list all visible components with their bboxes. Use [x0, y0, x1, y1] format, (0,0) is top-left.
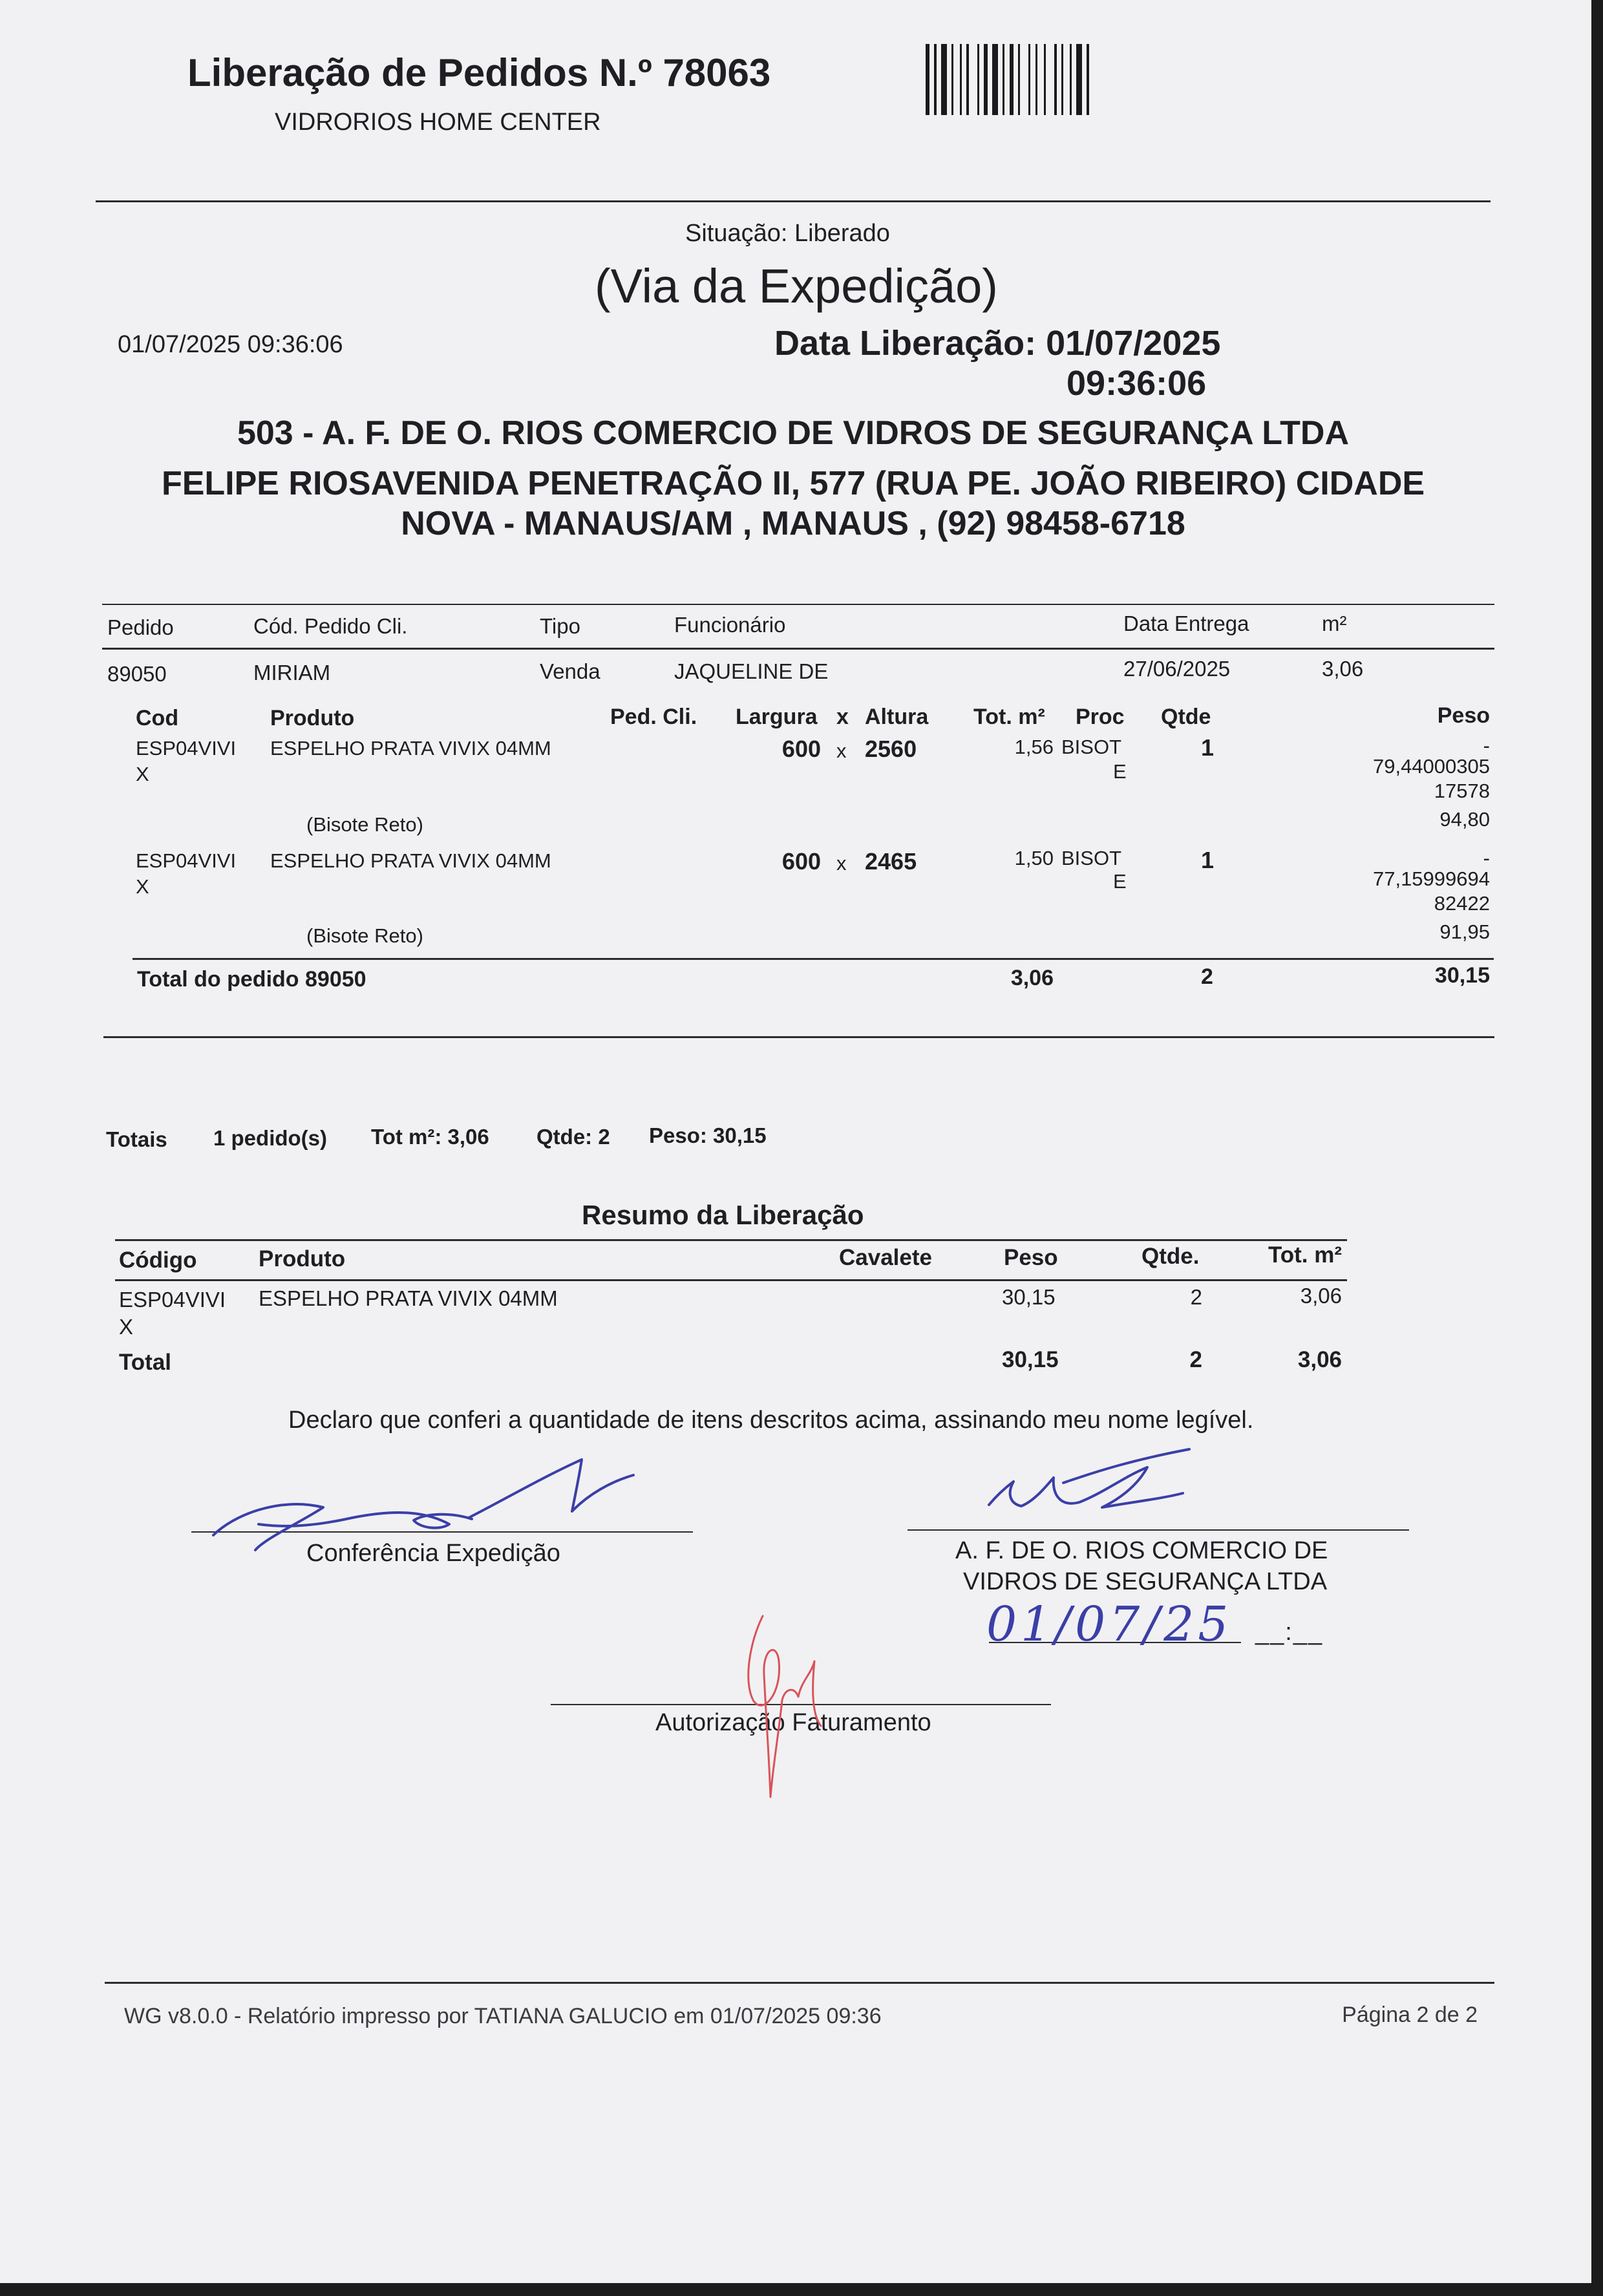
- col-tipo: Tipo: [540, 614, 580, 638]
- item-1-altura: 2560: [865, 736, 917, 762]
- company-sign-line-1: A. F. DE O. RIOS COMERCIO DE: [955, 1537, 1328, 1564]
- barcode: [924, 44, 1170, 116]
- client-line-2: FELIPE RIOSAVENIDA PENETRAÇÃO II, 577 (RUA PE. JOÃO RIBEIRO) CIDADE: [161, 465, 1425, 502]
- items-col-produto: Produto: [270, 706, 355, 730]
- resumo-row-codigo: ESP04VIVI: [119, 1288, 226, 1312]
- order-cod-cli: MIRIAM: [253, 661, 331, 685]
- item-2-process-peso: 91,95: [1439, 920, 1490, 943]
- item-2-peso-value: 77,15999694: [1372, 867, 1490, 890]
- client-line-1: 503 - A. F. DE O. RIOS COMERCIO DE VIDROS DE SEGURANÇA LTDA: [237, 414, 1350, 452]
- status-label: Situação: Liberado: [685, 220, 890, 247]
- resumo-row-qtde: 2: [1190, 1285, 1202, 1309]
- item-1-qtde: 1: [1201, 734, 1215, 761]
- totals-tot-m2: Tot m²: 3,06: [371, 1125, 489, 1149]
- item-2-qtde: 1: [1201, 847, 1215, 873]
- item-2-tot-m2: 1,50: [1014, 847, 1054, 869]
- items-col-qtde: Qtde: [1161, 705, 1211, 729]
- order-total-line: [133, 958, 1494, 960]
- resumo-row-tot-m2: 3,06: [1300, 1284, 1342, 1308]
- signature-conferencia: [194, 1448, 646, 1558]
- order-total-m2: 3,06: [1010, 966, 1054, 990]
- totals-pedidos: 1 pedido(s): [213, 1126, 328, 1150]
- resumo-row-codigo-cont: X: [119, 1315, 134, 1339]
- totals-peso: Peso: 30,15: [649, 1123, 767, 1147]
- resumo-total-label: Total: [119, 1350, 172, 1375]
- order-header-line: [102, 648, 1494, 650]
- item-1-cod-cont: X: [136, 763, 149, 785]
- resumo-total-peso: 30,15: [1002, 1347, 1059, 1372]
- item-2-peso-cont: 82422: [1434, 892, 1490, 915]
- resumo-col-qtde: Qtde.: [1141, 1244, 1200, 1269]
- item-2-proc: BISOT: [1061, 847, 1122, 869]
- item-2-proc-cont: E: [1113, 870, 1127, 893]
- item-1-proc-cont: E: [1113, 760, 1127, 783]
- item-1-peso-value: 79,44000305: [1372, 755, 1490, 778]
- company-sign-line-2: VIDROS DE SEGURANÇA LTDA: [963, 1568, 1328, 1595]
- resumo-col-tot-m2: Tot. m²: [1268, 1242, 1342, 1268]
- resumo-col-cavalete: Cavalete: [839, 1245, 932, 1270]
- footer-print-info: WG v8.0.0 - Relatório impresso por TATIANA GALUCIO em 01/07/2025 09:36: [124, 2004, 882, 2028]
- item-1-produto: ESPELHO PRATA VIVIX 04MM: [270, 737, 551, 760]
- signature-autorizacao: [717, 1603, 834, 1810]
- resumo-row-peso: 30,15: [1002, 1285, 1056, 1309]
- autorizacao-label: Autorização Faturamento: [655, 1709, 931, 1736]
- client-line-3: NOVA - MANAUS/AM , MANAUS , (92) 98458-6718: [401, 505, 1185, 542]
- document-title: Liberação de Pedidos N.º 78063: [187, 51, 771, 94]
- item-2-altura: 2465: [865, 848, 917, 875]
- order-total-label: Total do pedido 89050: [137, 967, 366, 992]
- items-col-cod: Cod: [136, 706, 179, 730]
- order-tipo: Venda: [540, 659, 600, 683]
- conferencia-label: Conferência Expedição: [306, 1540, 560, 1567]
- col-cod-cli: Cód. Pedido Cli.: [253, 614, 408, 638]
- resumo-total-qtde: 2: [1189, 1347, 1202, 1372]
- signature-company: [970, 1448, 1215, 1532]
- header-divider: [96, 200, 1491, 202]
- items-col-largura: Largura: [736, 705, 818, 729]
- resumo-col-codigo: Código: [119, 1248, 197, 1273]
- resumo-header-line: [115, 1279, 1347, 1281]
- liberacao-date: Data Liberação: 01/07/2025: [774, 324, 1221, 363]
- order-pedido: 89050: [107, 662, 167, 686]
- item-1-proc: BISOT: [1061, 736, 1122, 758]
- item-1-peso-dash: -: [1483, 734, 1490, 757]
- resumo-row-produto: ESPELHO PRATA VIVIX 04MM: [259, 1286, 558, 1310]
- col-funcionario: Funcionário: [674, 613, 786, 637]
- item-2-x: x: [836, 852, 847, 875]
- order-total-qtde: 2: [1201, 964, 1213, 989]
- item-2-cod-cont: X: [136, 875, 149, 898]
- order-top-line: [102, 604, 1494, 605]
- items-col-proc: Proc: [1076, 705, 1125, 729]
- order-total-peso: 30,15: [1434, 963, 1490, 988]
- item-1-x: x: [836, 739, 847, 762]
- totals-label: Totais: [106, 1127, 167, 1151]
- item-1-tot-m2: 1,56: [1014, 736, 1054, 758]
- items-col-ped-cli: Ped. Cli.: [610, 705, 697, 729]
- liberacao-time: 09:36:06: [1067, 364, 1207, 403]
- col-m2: m²: [1322, 611, 1347, 635]
- item-2-cod: ESP04VIVI: [136, 849, 237, 872]
- via-title: (Via da Expedição): [595, 259, 998, 313]
- items-col-altura: Altura: [865, 705, 929, 729]
- resumo-col-peso: Peso: [1004, 1245, 1058, 1270]
- items-col-tot-m2: Tot. m²: [973, 705, 1045, 729]
- item-1-process-detail: (Bisote Reto): [306, 813, 423, 836]
- order-funcionario: JAQUELINE DE: [674, 659, 829, 683]
- items-col-x: x: [836, 705, 849, 729]
- item-1-largura: 600: [781, 736, 821, 762]
- declaration-text: Declaro que conferi a quantidade de itens descritos acima, assinando meu nome legível.: [288, 1407, 1254, 1434]
- handwritten-date: 01/07/25: [986, 1597, 1233, 1652]
- section-divider: [103, 1036, 1494, 1038]
- item-2-peso-dash: -: [1483, 847, 1490, 869]
- time-field: __:__: [1255, 1619, 1324, 1646]
- page-number: Página 2 de 2: [1342, 2003, 1478, 2027]
- item-1-cod: ESP04VIVI: [136, 737, 237, 760]
- item-2-produto: ESPELHO PRATA VIVIX 04MM: [270, 849, 551, 872]
- resumo-top-line: [115, 1239, 1347, 1241]
- company-name: VIDRORIOS HOME CENTER: [275, 109, 601, 136]
- col-data-entrega: Data Entrega: [1123, 611, 1249, 635]
- totals-qtde: Qtde: 2: [536, 1125, 610, 1149]
- order-m2: 3,06: [1322, 657, 1364, 681]
- resumo-title: Resumo da Liberação: [582, 1200, 864, 1230]
- item-1-peso-cont: 17578: [1434, 780, 1490, 802]
- print-datetime: 01/07/2025 09:36:06: [118, 331, 343, 358]
- items-col-peso: Peso: [1437, 703, 1490, 728]
- resumo-col-produto: Produto: [259, 1246, 346, 1271]
- col-pedido: Pedido: [107, 615, 174, 639]
- item-1-process-peso: 94,80: [1439, 808, 1490, 831]
- item-2-largura: 600: [781, 848, 821, 875]
- item-2-process-detail: (Bisote Reto): [306, 924, 423, 947]
- footer-line: [105, 1982, 1494, 1984]
- resumo-total-tot-m2: 3,06: [1297, 1347, 1342, 1372]
- order-data-entrega: 27/06/2025: [1123, 657, 1231, 681]
